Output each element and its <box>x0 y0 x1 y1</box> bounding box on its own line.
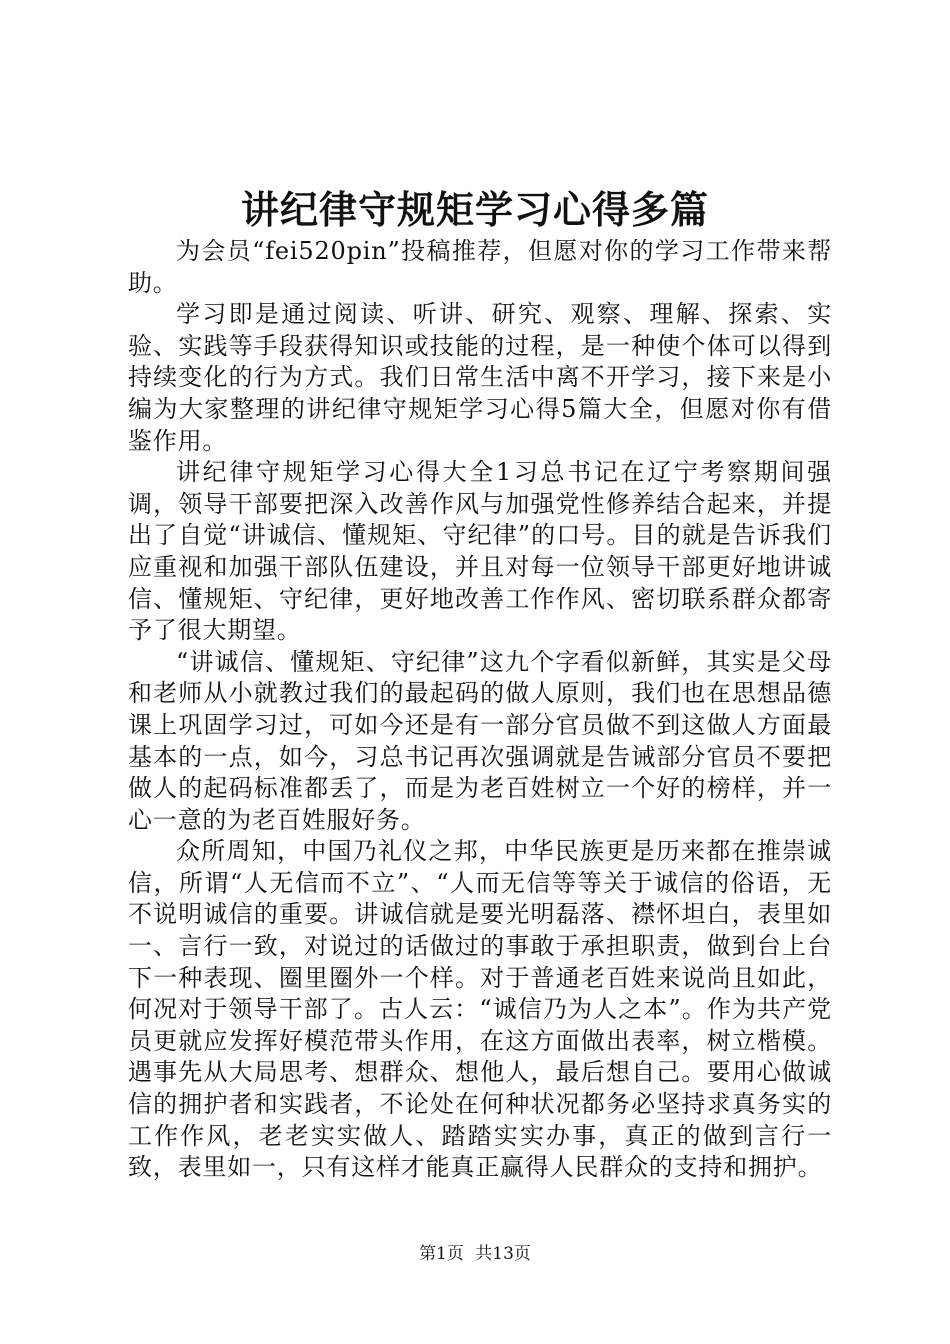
page-total: 共13页 <box>475 1244 531 1264</box>
paragraph: 学习即是通过阅读、听讲、研究、观察、理解、探索、实验、实践等手段获得知识或技能的过程，是一种使个体可以得到持续变化的行为方式。我们日常生活中离不开学习，接下来是小编为大家整理的讲纪律守规矩学习心得5篇大全，但愿对你有借鉴作用。 <box>128 300 832 455</box>
document-body <box>128 236 832 1184</box>
paragraph: 为会员“fei520pin”投稿推荐，但愿对你的学习工作带来帮助。 <box>128 237 832 297</box>
page-number: 第1页 <box>419 1244 464 1264</box>
paragraph: “讲诚信、懂规矩、守纪律”这九个字看似新鲜，其实是父母和老师从小就教过我们的最起码的做人原则，我们也在思想品德课上巩固学习过，可如今还是有一部分官员做不到这做人方面最基本的一点，如今，习总书记再次强调就是告诫部分官员不要把做人的起码标准都丢了，而是为老百姓树立一个好的榜样，并一心一意的为老百姓服好务。 <box>128 647 832 834</box>
paragraph: 讲纪律守规矩学习心得大全1习总书记在辽宁考察期间强调，领导干部要把深入改善作风与加强党性修养结合起来，并提出了自觉“讲诚信、懂规矩、守纪律”的口号。目的就是告诉我们应重视和加强干部队伍建设，并且对每一位领导干部更好地讲诚信、懂规矩、守纪律，更好地改善工作作风、密切联系群众都寄予了很大期望。 <box>128 458 832 645</box>
document-title: 讲纪律守规矩学习心得多篇 <box>240 187 709 232</box>
page-footer <box>0 1242 950 1266</box>
paragraph: 众所周知，中国乃礼仪之邦，中华民族更是历来都在推崇诚信，所谓“人无信而不立”、“人而无信等等关于诚信的俗语，无不说明诚信的重要。讲诚信就是要光明磊落、襟怀坦白，表里如一、言行一致，对说过的话做过的事敢于承担职责，做到台上台下一种表现、圈里圈外一个样。对于普通老百姓来说尚且如此，何况对于领导干部了。古人云：“诚信乃为人之本”。作为共产党员更就应发挥好模范带头作用，在这方面做出表率，树立楷模。遇事先从大局思考、想群众、想他人，最后想自己。要用心做诚信的拥护者和实践者，不论处在何种状况都务必坚持求真务实的工作作风，老老实实做人、踏踏实实办事，真正的做到言行一致，表里如一，只有这样才能真正赢得人民群众的支持和拥护。 <box>128 837 832 1182</box>
